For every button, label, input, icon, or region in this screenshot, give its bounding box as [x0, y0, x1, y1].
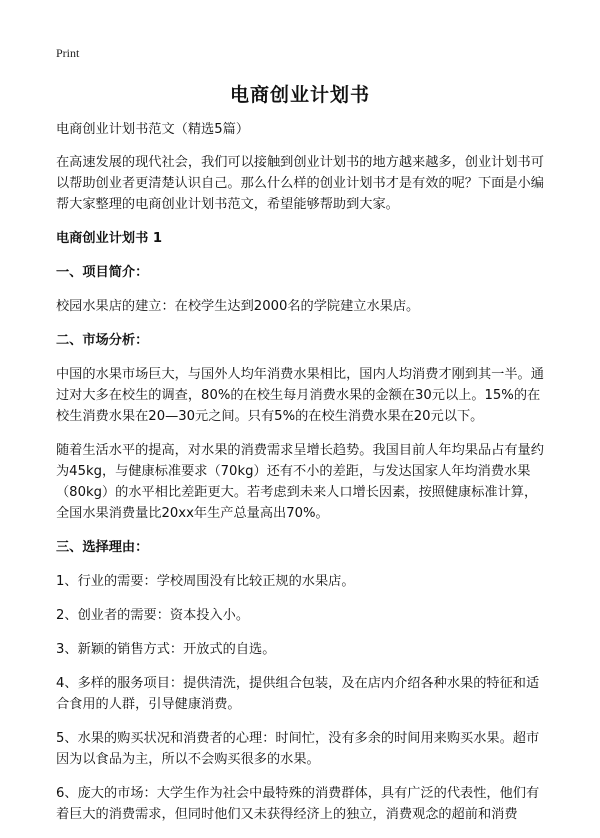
reason-item: 3、新颖的销售方式：开放式的自选。 — [56, 642, 276, 657]
heading-reasons: 三、选择理由： — [56, 540, 149, 555]
reason-item: 5、水果的购买状况和消费者的心理：时间忙，没有多余的时间用来购买水果。超市因为以食品为主，所以不会购买很多的水果。 — [56, 731, 540, 767]
intro-paragraph: 在高速发展的现代社会，我们可以接触到创业计划书的地方越来越多，创业计划书可以帮助创业者更清楚认识自己。那么什么样的创业计划书才是有效的呢？下面是小编帮大家整理的电商创业计划书范文，希望能够帮助到大家。 — [56, 155, 544, 212]
reason-item: 2、创业者的需要：资本投入小。 — [56, 608, 250, 623]
paragraph-project-intro: 校园水果店的建立：在校学生达到2000名的学院建立水果店。 — [56, 299, 420, 314]
paragraph-market-analysis-2: 随着生活水平的提高，对水果的消费需求呈增长趋势。我国目前人年均果品占有量约为45kg，与健康标准要求（70kg）还有不小的差距，与发达国家人年均消费水果（80kg）的水平相比差距更大。若考虑到未来人口增长因素，按照健康标准计算，全国水果消费量比20xx年生产总量高出70%。 — [56, 443, 544, 521]
heading-market-analysis: 二、市场分析： — [56, 333, 149, 348]
reason-item: 6、庞大的市场：大学生作为社会中最特殊的消费群体，具有广泛的代表性，他们有着巨大的消费需求，但同时他们又未获得经济上的独立，消费观念的超前和消费 — [56, 786, 540, 822]
paragraph-market-analysis-1: 中国的水果市场巨大，与国外人均年消费水果相比，国内人均消费才刚到其一半。通过对大多在校生的调查，80%的在校生每月消费水果的金额在30元以上。15%的在校生消费水果在20—30元之间。只有5%的在校生消费水果在20元以下。 — [56, 367, 544, 424]
reason-item: 1、行业的需要：学校周围没有比较正规的水果店。 — [56, 574, 355, 589]
print-label[interactable]: Print — [56, 46, 80, 60]
section-title: 电商创业计划书 1 — [56, 231, 163, 246]
reason-item: 4、多样的服务项目：提供清洗，提供组合包装，及在店内介绍各种水果的特征和适合食用的人群，引导健康消费。 — [56, 676, 540, 712]
document-body — [56, 119, 548, 838]
heading-project-intro: 一、项目简介： — [56, 265, 149, 280]
document-title: 电商创业计划书 — [229, 84, 370, 106]
document-subtitle: 电商创业计划书范文（精选5篇） — [56, 122, 250, 137]
